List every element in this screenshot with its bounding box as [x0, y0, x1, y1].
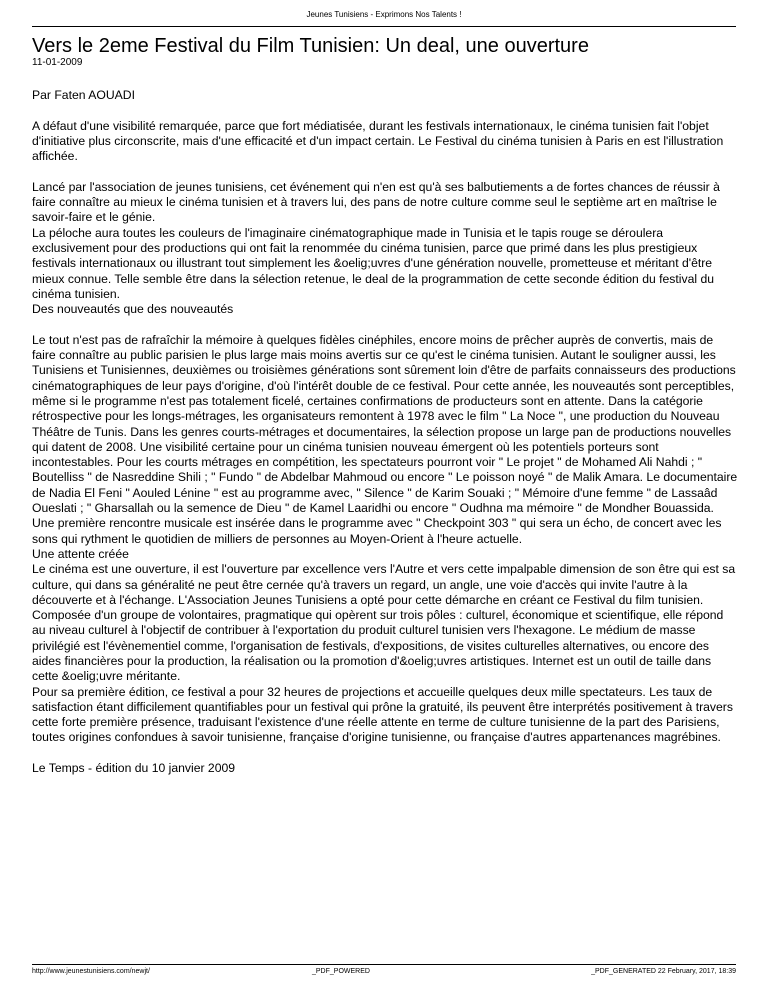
- article-paragraph-3: [32, 333, 738, 746]
- paragraph-line: Pour sa première édition, ce festival a pour 32 heures de projections et accueille quelques deux mille spectateurs. Les taux de satisfaction étant difficilement quantifiables pour un festival qui prône la gratuité, ils peuvent être interprétés positivement à travers cette forte première présence, traduisant l'existence d'une réelle attente en terme de culture tunisienne de la part des Parisiens, toutes origines confondues à savoir tunisienne, française d'origine tunisienne, ou française d'autres appartenances magrébines.: [32, 684, 733, 745]
- article-title: Vers le 2eme Festival du Film Tunisien: Un deal, une ouverture: [32, 35, 589, 57]
- paragraph-line: Le tout n'est pas de rafraîchir la mémoire à quelques fidèles cinéphiles, encore moins de prêcher auprès de convertis, mais de faire connaître au public parisien le plus large mais moins avertis sur ce qu'est le cinéma tunisien. Autant le souligner aussi, les Tunisiens et Tunisiennes, deuxièmes ou troisièmes générations sont sûrement loin d'être de parfaits connaisseurs des productions cinématographiques de leur pays d'origine, d'où l'intérêt double de ce festival. Pour cette année, les nouveautés sont perceptibles, même si le programme n'est pas totalement ficelé, certaines confirmations de producteurs sont en attente. Dans la catégorie rétrospective pour les longs-métrages, les organisateurs remontent à 1978 avec le film " La Noce ", une production du Nouveau Théâtre de Tunis. Dans les genres courts-métrages et documentaires, la sélection propose un large pan de productions nouvelles qui datent de 2008. Une visibilité certaine pour un cinéma tunisien nouveau émergent où les potentiels porteurs sont incontestables. Pour les courts métrages en compétition, les spectateurs pourront voir " Le projet " de Mohamed Ali Nahdi ; " Boutelliss " de Nasreddine Shili ; " Fundo " de Abdelbar Mahmoud ou encore " Le poisson noyé " de Malik Amara. Le documentaire de Nadia El Feni " Aouled Lénine " est au programme avec, " Silence " de Karim Souaki ; " Mémoire d'une femme " de Lassaâd Oueslati ; " Gharsallah ou la semence de Dieu " de Kamel Laaridhi ou encore " Oudhna ma mémoire " de Mondher Bouassida. Une première rencontre musicale est insérée dans le programme avec " Checkpoint 303 " qui sera un écho, de concert avec les sons qui rythment le quotidien de milliers de personnes au Moyen-Orient à l'heure actuelle.: [32, 332, 738, 546]
- section-subheading: Une attente créée: [32, 546, 129, 561]
- article-body: [32, 88, 738, 792]
- section-subheading: Des nouveautés que des nouveautés: [32, 302, 234, 317]
- article-intro-paragraph: A défaut d'une visibilité remarquée, parce que fort médiatisée, durant les festivals internationaux, le cinéma tunisien fait l'objet d'initiative plus circonscrite, mais d'une efficacité et d'un impact certain. Le Festival du cinéma tunisien à Paris en est l'illustration affichée.: [32, 118, 724, 164]
- article-paragraph-2: [32, 180, 738, 318]
- article-source: Le Temps - édition du 10 janvier 2009: [32, 761, 236, 776]
- footer-powered: _PDF_POWERED: [312, 968, 370, 975]
- footer-url-link[interactable]: http://www.jeunestunisiens.com/newjt/: [32, 968, 150, 975]
- footer-generated: _PDF_GENERATED 22 February, 2017, 18:39: [591, 968, 736, 975]
- article-date: 11-01-2009: [32, 57, 83, 68]
- article-author: Par Faten AOUADI: [32, 88, 135, 102]
- paragraph-line: La péloche aura toutes les couleurs de l'imaginaire cinématographique made in Tunisia et le tapis rouge se déroulera exclusivement pour des productions qui ont fait la renommée du cinéma tunisien, parce que primé dans les plus prestigieux festivals internationaux ou illustrant tout simplement les &oelig;uvres d'une génération nouvelle, prometteuse et méritant d'être mieux connue. Telle semble être dans la sélection retenue, le deal de la programmation de cette seconde édition du festival du cinéma tunisien.: [32, 225, 715, 301]
- page-header: Jeunes Tunisiens - Exprimons Nos Talents !: [306, 10, 462, 19]
- header-divider: [32, 26, 736, 27]
- paragraph-line: Le cinéma est une ouverture, il est l'ouverture par excellence vers l'Autre et vers cette impalpable dimension de son être qui est sa culture, qui dans sa généralité ne peut être cernée qu'à travers un regard, un angle, une voie d'accès qui invite l'autre à la découverte et à l'échange. L'Association Jeunes Tunisiens a opté pour cette démarche en créant ce Festival du film tunisien. Composée d'un groupe de volontaires, pragmatique qui opèrent sur trois pôles : culturel, économique et scientifique, elle répond au niveau culturel à l'objectif de contribuer à l'exportation du produit culturel tunisien vers l'hexagone. Le médium de masse privilégié est l'évènementiel comme, l'organisation de festivals, d'expositions, de visites culturelles alternatives, ou encore des aides financières pour la production, la réalisation ou la promotion d'&oelig;uvres artistiques. Internet est un outil de taille dans cette &oelig;uvre méritante.: [32, 562, 736, 684]
- footer-divider: [32, 964, 736, 965]
- paragraph-line: Lancé par l'association de jeunes tunisiens, cet événement qui n'en est qu'à ses balbutiements a de fortes chances de réussir à faire connaître au mieux le cinéma tunisien et à travers lui, des pans de notre culture comme seul le septième art en maîtrise le savoir-faire et le génie.: [32, 179, 720, 225]
